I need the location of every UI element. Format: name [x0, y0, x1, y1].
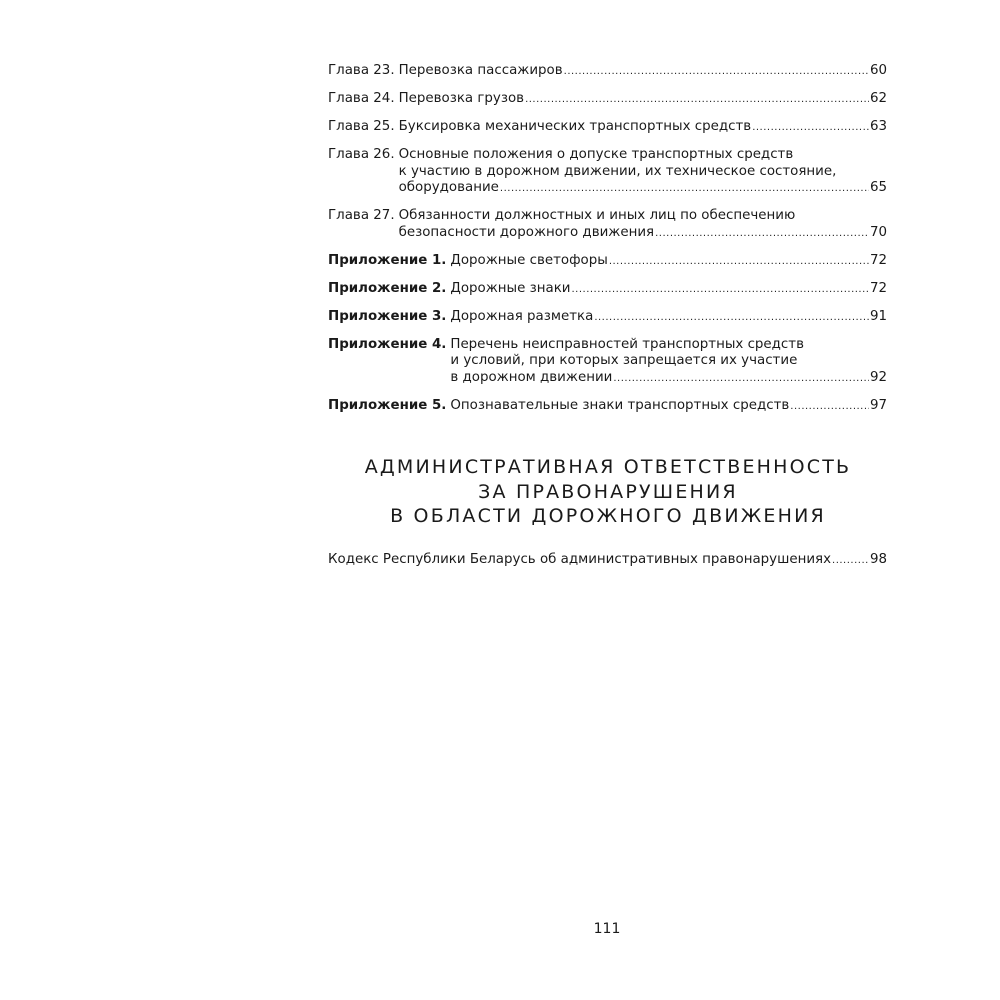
toc-entry-page: 63: [869, 119, 887, 134]
toc-entry-title: Дорожная разметка: [450, 308, 594, 324]
toc-entry-final-line: [450, 253, 887, 271]
toc-entry-prefix: Глава 25.: [328, 119, 395, 134]
toc-entry-title-line: к участию в дорожном движении, их техническое состояние,: [398, 163, 837, 179]
toc-entry-prefix: Приложение 5.: [328, 397, 447, 413]
toc-entry-body: [450, 281, 887, 299]
section-heading-line-3: В ОБЛАСТИ ДОРОЖНОГО ДВИЖЕНИЯ: [390, 505, 826, 527]
toc-entry-body: [450, 337, 887, 388]
toc-entry-page: 97: [869, 397, 887, 413]
section-heading: [300, 455, 916, 529]
toc-entry-body: [399, 208, 887, 242]
toc-entry-body: [399, 63, 887, 81]
toc-entry-page: 72: [869, 252, 887, 268]
toc-entry-final-line: [450, 370, 887, 388]
dot-leader: [613, 371, 869, 388]
toc-entry[interactable]: [328, 63, 887, 81]
toc-entry[interactable]: [328, 337, 887, 388]
toc-entry-title-line: и условий, при которых запрещается их участие: [450, 353, 798, 368]
toc-entry-body: [399, 147, 887, 198]
toc-entry-title: оборудование: [398, 180, 499, 195]
toc-entry-title: Дорожные знаки: [450, 280, 571, 296]
toc-entry-prefix: Глава 24.: [328, 91, 395, 106]
toc-entry-final-line: [450, 398, 887, 416]
toc-entry-title: Буксировка механических транспортных средств: [398, 119, 752, 134]
toc-entry[interactable]: [328, 309, 887, 327]
codex-entry[interactable]: [328, 552, 887, 570]
toc-entry-prefix: Приложение 1.: [328, 252, 447, 268]
dot-leader: [752, 120, 869, 137]
toc-entry-title-line: Обязанности должностных и иных лиц по обеспечению: [398, 208, 796, 223]
toc-entry-prefix: Глава 27.: [328, 208, 395, 223]
toc-entry-prefix: Приложение 2.: [328, 280, 447, 296]
page-number: 111: [593, 921, 621, 937]
toc-entry-prefix: Глава 23.: [328, 63, 395, 78]
toc-entry-final-line: [399, 119, 887, 137]
dot-leader: [609, 254, 869, 271]
toc-entry-final-line: [399, 63, 887, 81]
toc-entry-body: [450, 398, 887, 416]
toc-entry-body: [450, 309, 887, 327]
toc-entry[interactable]: [328, 253, 887, 271]
section-heading-line-2: ЗА ПРАВОНАРУШЕНИЯ: [478, 480, 738, 503]
toc-entry-title: Перевозка грузов: [398, 91, 525, 106]
toc-entry[interactable]: [328, 398, 887, 416]
toc-entry-page: 65: [869, 180, 887, 195]
toc-entry-title-line: Перечень неисправностей транспортных средств: [450, 336, 804, 352]
toc-entry-title-line: Основные положения о допуске транспортных средств: [398, 147, 794, 162]
toc-entry-page: 62: [869, 91, 887, 106]
toc-entry-final-line: [399, 225, 887, 243]
codex-title: Кодекс Республики Беларусь об административных правонарушениях: [328, 552, 832, 567]
dot-leader: [564, 64, 869, 81]
toc-entry[interactable]: [328, 208, 887, 242]
toc-entry-title: безопасности дорожного движения: [398, 224, 655, 240]
toc-entry[interactable]: [328, 147, 887, 198]
toc-entry[interactable]: [328, 119, 887, 137]
toc-entry-page: 70: [869, 224, 887, 240]
section-heading-line-1: АДМИНИСТРАТИВНАЯ ОТВЕТСТВЕННОСТЬ: [364, 456, 852, 478]
dot-leader: [790, 399, 869, 416]
dot-leader: [500, 181, 869, 198]
dot-leader: [571, 282, 868, 299]
table-of-contents: [328, 63, 887, 426]
toc-entry-page: 92: [869, 369, 887, 385]
toc-entry-final-line: [450, 309, 887, 327]
toc-entry-title: Дорожные светофоры: [450, 252, 608, 268]
toc-entry-title: Перевозка пассажиров: [398, 63, 563, 78]
toc-entry-body: [399, 91, 887, 109]
toc-entry-body: [450, 253, 887, 271]
codex-page: 98: [869, 552, 887, 567]
toc-entry-title: Опознавательные знаки транспортных средств: [450, 397, 790, 413]
toc-entry-final-line: [399, 180, 887, 198]
dot-leader: [832, 553, 869, 570]
dot-leader: [655, 226, 869, 243]
toc-entry[interactable]: [328, 91, 887, 109]
toc-entry-title: в дорожном движении: [450, 369, 613, 385]
toc-entry-prefix: Глава 26.: [328, 147, 395, 162]
toc-entry-prefix: Приложение 3.: [328, 308, 447, 324]
toc-entry-final-line: [450, 281, 887, 299]
toc-entry-final-line: [399, 91, 887, 109]
dot-leader: [594, 310, 869, 327]
toc-entry-prefix: Приложение 4.: [328, 336, 447, 352]
toc-entry-page: 91: [869, 308, 887, 324]
dot-leader: [525, 92, 869, 109]
toc-entry[interactable]: [328, 281, 887, 299]
toc-entry-page: 72: [869, 280, 887, 296]
toc-entry-page: 60: [869, 63, 887, 78]
toc-entry-body: [399, 119, 887, 137]
